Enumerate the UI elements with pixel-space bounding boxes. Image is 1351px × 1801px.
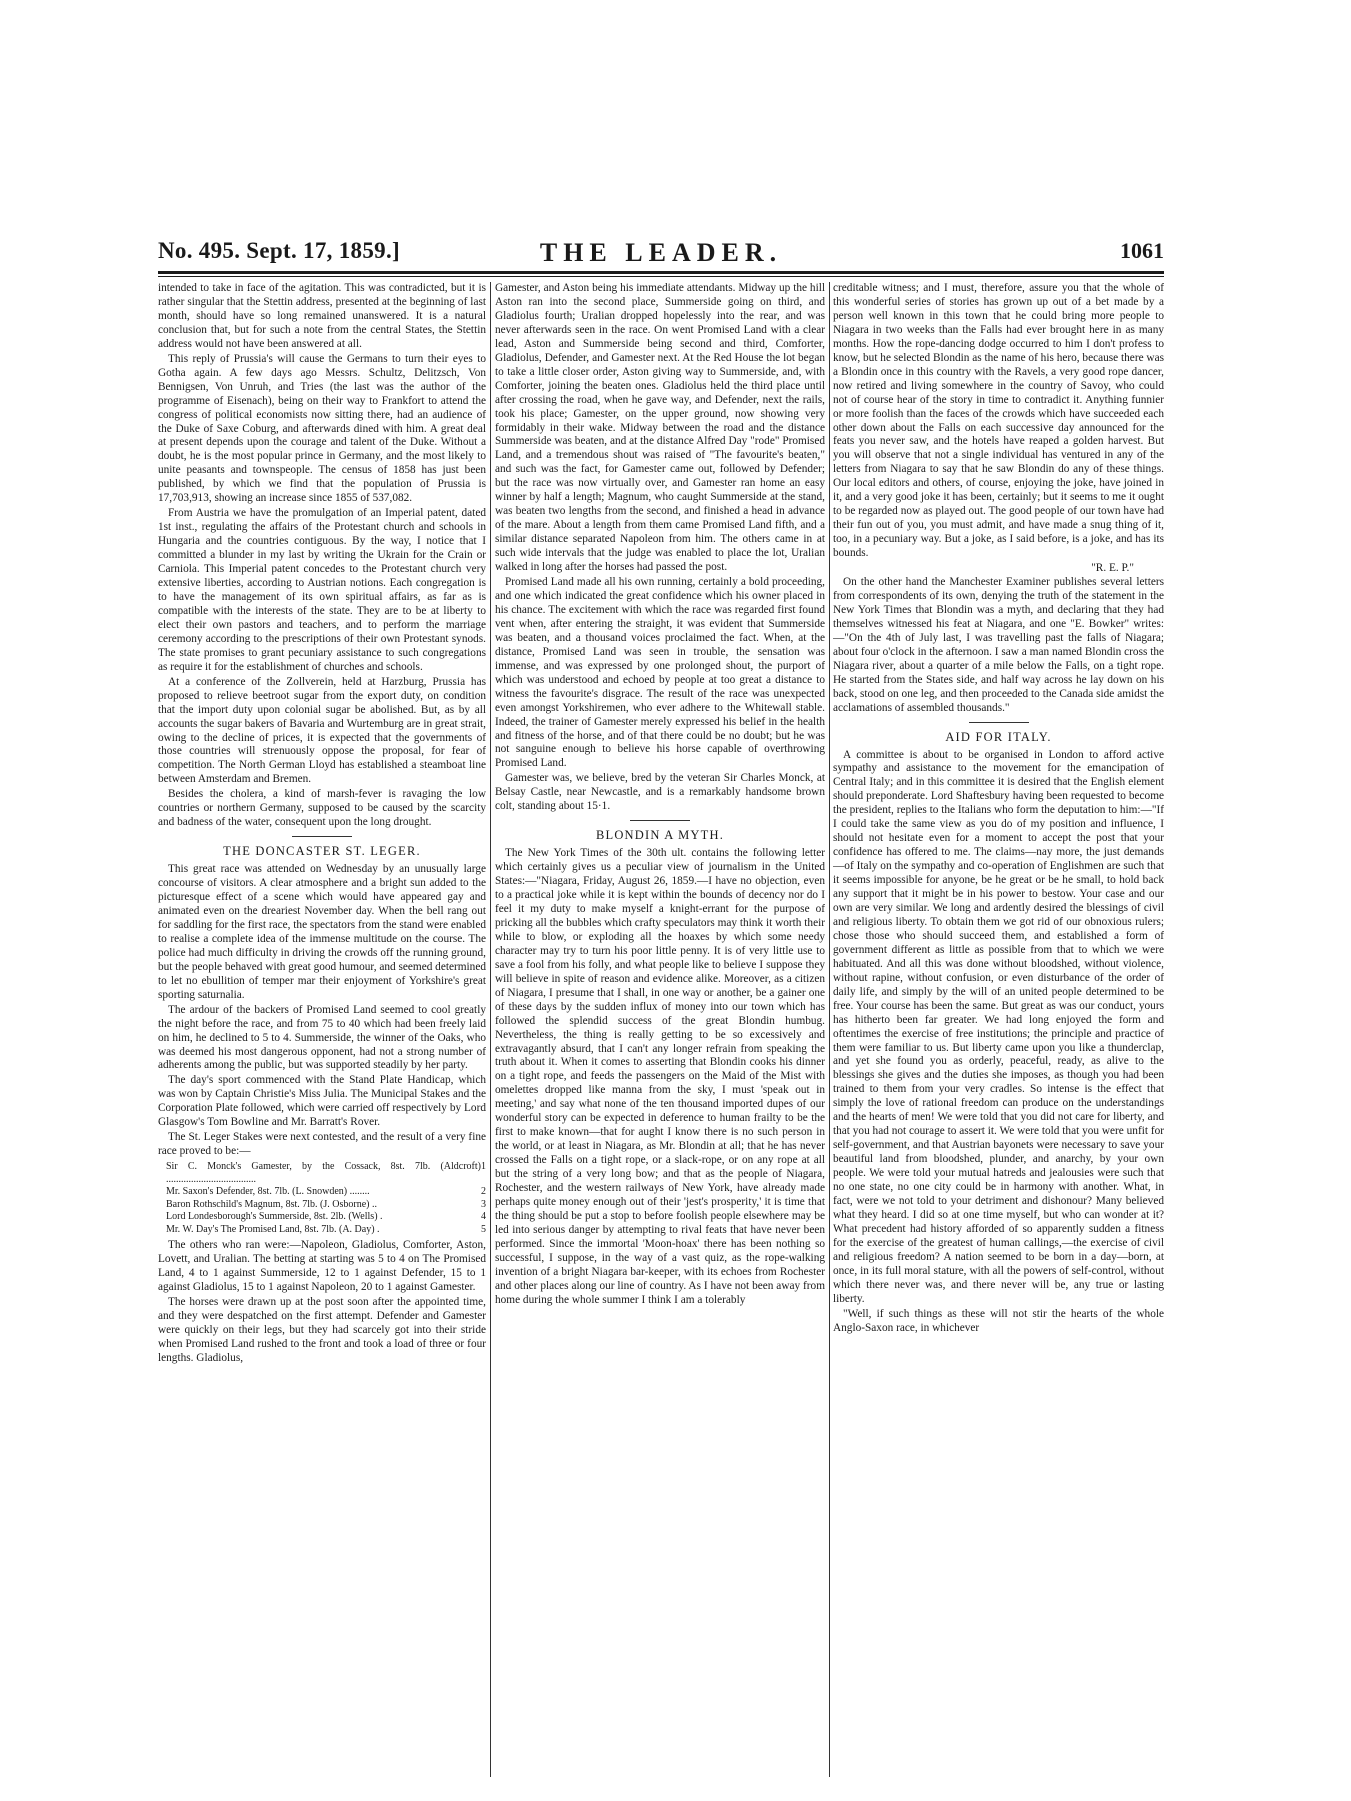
paragraph: The horses were drawn up at the post soon after the appointed time, and they were despatched on the first attempt. Defender and Gamester were quickly on their legs, but they had scarcely got into their stride when Promised Land rushed to the front and took a load of three or four lengths. Gladiolus, — [158, 1295, 486, 1364]
paragraph: The St. Leger Stakes were next contested, and the result of a very fine race proved to be:— — [158, 1131, 486, 1158]
section-rule — [630, 820, 690, 821]
masthead-rule-thin — [158, 276, 1164, 277]
masthead-rule — [158, 271, 1164, 274]
section-rule — [292, 836, 352, 837]
signature: "R. E. P." — [1091, 562, 1134, 575]
paragraph: intended to take in face of the agitation. This was contradicted, but it is rather singular that the Stettin address, presented at the beginning of last month, should have so long remained unanswered. It is a natural conclusion that, but for such a note from the central States, the Stettin address would not have been answered at all. — [158, 282, 486, 350]
section-rule — [969, 722, 1029, 723]
result-place: 4 — [481, 1211, 486, 1223]
result-place: 2 — [481, 1186, 486, 1198]
result-row — [166, 1199, 486, 1212]
paragraph: This great race was attended on Wednesday by an unusually large concourse of visitors. A clear atmosphere and a bright sun added to the picturesque effect of a scene which would have appeared gay and animated even on the dreariest November day. When the bell rang out for saddling for the first race, the spectators from the stand were enabled to realise a complete idea of the immense multitude on the course. The police had much difficulty in driving the crowds off the running ground, but the people behaved with great good humour, and seemed determined to let no ebullition of temper mar their enjoyment of Yorkshire's great sporting saturnalia. — [158, 863, 486, 1001]
paragraph: The others who ran were:—Napoleon, Gladiolus, Comforter, Aston, Lovett, and Uralian. The betting at starting was 5 to 4 on The Promised Land, 4 to 1 against Summerside, 12 to 1 against Defender, 15 to 1 against Gladiolus, 15 to 1 against Napoleon, 20 to 1 against Gamester. — [158, 1239, 486, 1293]
paragraph: This reply of Prussia's will cause the Germans to turn their eyes to Gotha again. A few days ago Messrs. Schultz, Delitzsch, Von Bennigsen, Von Unruh, and Tries (the last was the author of the programme of Eisenach), being on their way to Frankfort to attend the congress of political economists now sitting there, had an audience of the Duke of Saxe Coburg, and afterwards dined with him. A great deal at present depends upon the courage and talent of the Duke. Without a doubt, he is the most popular prince in Germany, and the most likely to unite peasants and townspeople. The census of 1858 has just been published, by which we find that the population of Prussia is 17,703,913, showing an increase since 1855 of 537,082. — [158, 352, 486, 505]
paragraph: Gamester was, we believe, bred by the veteran Sir Charles Monck, at Belsay Castle, near Newcastle, and is a remarkably handsome brown colt, standing about 15·1. — [495, 772, 825, 813]
paragraph: creditable witness; and I must, therefore, assure you that the whole of this wonderful series of stories has grown up out of a bet made by a person well known in this town that he could bring more people to Niagara in two weeks than the Falls had ever brought here in as many months. How the rope-dancing dodge occurred to him I don't profess to know, but he selected Blondin as the name of his hero, because there was a Blondin once in this country with the Ravels, a very good rope dancer, now retired and living somewhere in the country of Savoy, who could not of course hear of the story in time to contradict it. Anything funnier or more foolish than the faces of the crowds which have succeeded each other down about the Falls on each successive day announced for the feats you never saw, and the hotels have reaped a golden harvest. But you will observe that not a single individual has ventured in any of the letters from Niagara to say that he saw Blondin do any of these things. Our local editors and others, of course, enjoying the joke, have joined in it, and a very good joke it has been, certainly; but it seems to me it ought to be regarded now as played out. The good people of our town have had their fun out of you, you must admit, and have made a snug thing of it, too, in a pecuniary way. But a joke, as I said before, is a joke, and has its bounds. — [833, 282, 1164, 560]
result-row — [166, 1161, 486, 1186]
result-horse: Lord Londesborough's Summerside, 8st. 2lb. (Wells) . — [166, 1211, 383, 1223]
article-heading: AID FOR ITALY. — [945, 729, 1052, 744]
result-place: 3 — [481, 1198, 486, 1210]
paragraph: Promised Land made all his own running, certainly a bold proceeding, and one which indicated the great confidence which his owner placed in his chance. The excitement with which the race was regarded first found vent when, after entering the straight, it was evident that Summerside was beaten, and a thousand voices proclaimed the fact. When, at the distance, Promised Land was seen in trouble, the sensation was immense, and was expressed by one prolonged shout, the purport of which was understood and echoed by people at too great a distance to witness the favourite's disgrace. The result of the race was unexpected even amongst Yorkshiremen, who ever adhere to the Whitewall stable. Indeed, the trainer of Gamester merely expressed his belief in the health and fitness of the horse, and of that there could be no doubt; but he was not sanguine enough to believe his horse capable of overthrowing Promised Land. — [495, 576, 825, 770]
result-horse: Mr. W. Day's The Promised Land, 8st. 7lb. (A. Day) . — [166, 1223, 380, 1235]
paragraph: "Well, if such things as these will not stir the hearts of the whole Anglo-Saxon race, in whichever — [833, 1307, 1164, 1334]
paragraph: The ardour of the backers of Promised Land seemed to cool greatly the night before the race, and from 75 to 40 which had been freely laid on him, he declined to 5 to 4. Summerside, the winner of the Oaks, who was deemed his most dangerous opponent, had not a strong number of adherents among the public, but was supported steadily by her party. — [158, 1003, 486, 1072]
result-horse: Mr. Saxon's Defender, 8st. 7lb. (L. Snowden) ........ — [166, 1186, 370, 1198]
article-heading: BLONDIN A MYTH. — [595, 828, 725, 843]
paragraph: Gamester, and Aston being his immediate attendants. Midway up the hill Aston ran into the second place, Summerside going on third, and Gladiolus fourth; Uralian dropped hopelessly into the rear, and was never afterwards seen in the race. On went Promised Land with a clear lead, Aston and Summerside being second and third, Comforter, Gladiolus, Defender, and Gamester next. At the Red House the lot began to take a little closer order, Aston giving way to Summerside, and, with Comforter, joining the beaten ones. Gladiolus held the third place until after crossing the road, when he gave way, and Defender, next the rails, took his place; Gamester, on the upper ground, now showing very formidably in their wake. Midway between the road and the distance Summerside was beaten, and at the distance Alfred Day "rode" Promised Land, and a tremendous shout was raised of "The favourite's beaten," and such was the fact, for Gamester came out, followed by Defender; but the race was now virtually over, and Gamester ran home an easy winner by half a length; Magnum, who caught Summerside at the stand, was beaten two lengths from the second, and finished a head in advance of the mare. About a length from them came Promised Land fifth, and a similar distance separated Napoleon from him. The others came in at such wide intervals that the judge was enabled to place the lot, Uralian walked in long after the horses had passed the post. — [495, 282, 825, 574]
result-horse: Sir C. Monck's Gamester, by the Cossack, 8st. 7lb. (Aldcroft) .................................... — [166, 1161, 481, 1185]
result-place: 5 — [481, 1223, 486, 1235]
column-1 — [158, 282, 486, 1782]
newspaper-title: THE LEADER. — [539, 238, 783, 267]
result-row — [166, 1224, 486, 1237]
paragraph: Besides the cholera, a kind of marsh-fever is ravaging the low countries or northern Germany, supposed to be caused by the scarcity and badness of the water, consequent upon the long drought. — [158, 788, 486, 829]
column-3 — [833, 282, 1164, 1782]
column-divider — [490, 282, 491, 1777]
paragraph: From Austria we have the promulgation of an Imperial patent, dated 1st inst., regulating the affairs of the Protestant church and schools in Hungaria and the countries contiguous. By the way, I notice that I committed a blunder in my last by writing the Ukrain for the Crain or Carniola. This Imperial patent concedes to the Protestant church very extensive liberties, according to Austrian notions. Each congregation is to have the management of its own spiritual affairs, as far as is compatible with the interests of the state. They are to be at liberty to elect their own pastors and teachers, and to perform the marriage ceremony according to the prescriptions of their own Protestant synods. The state promises to grant pecuniary assistance to such congregations as require it for the establishment of churches and schools. — [158, 507, 486, 673]
race-results — [166, 1161, 486, 1236]
masthead — [158, 238, 1164, 268]
column-2 — [495, 282, 825, 1782]
paragraph: The New York Times of the 30th ult. contains the following letter which certainly gives us a peculiar view of journalism in the United States:—"Niagara, Friday, August 26, 1859.—I have no objection, even to a practical joke while it is kept within the bounds of decency nor do I feel it my duty to make myself a knight-errant for the purpose of pricking all the bubbles which crafty speculators may think it worth their while to blow, or exploding all the hoaxes by which some needy character may try to turn his poor little penny. It is of very little use to save a fool from his folly, and what people like to believe I suppose they will believe in spite of reason and evidence alike. Moreover, as a citizen of Niagara, I presume that I shall, in one way or another, be a gainer one of these days by the sudden influx of money into our town which has followed the splendid success of the great Blondin humbug. Nevertheless, the thing is really getting to be so excessively and extravagantly absurd, that I can't any longer refrain from speaking the truth about it. When it comes to asserting that Blondin cooks his dinner on a tight rope, and feeds the passengers on the Maid of the Mist with omelettes dropped like manna from the sky, I must 'speak out in meeting,' and say what none of the ten thousand imported dupes of our wonderful story can be expected in deference to human frailty to be the first to make known—that for aught I know there is no such person in the world, or at least in Niagara, as Mr. Blondin at all; that he has never crossed the Falls on a tight rope, or a slack-rope, or on any rope at all but the string of a very long bow; and that as the people of Niagara, Rochester, and the western railways of New York, have already made perhaps quite money enough out of their 'jest's prosperity,' it is time that the thing should be put a stop to before foolish people elsewhere may be led into serious danger by attempting to rival feats that have never been performed. Since the immortal 'Moon-hoax' there has been nothing so successful, I suppose, in the way of a vast quiz, as the rope-walking invention of a bright Niagara bar-keeper, with its echoes from Rochester and other places along our line of country. As I have not been away from home during the whole summer I think I am a tolerably — [495, 847, 825, 1306]
page-number: 1061 — [1120, 238, 1164, 263]
result-place: 1 — [481, 1161, 486, 1173]
column-divider — [829, 282, 830, 1777]
paragraph: The day's sport commenced with the Stand Plate Handicap, which was won by Captain Christie's Miss Julia. The Municipal Stakes and the Corporation Plate followed, which were carried off respectively by Lord Glasgow's Tom Bowline and Mr. Barratt's Rover. — [158, 1074, 486, 1129]
result-horse: Baron Rothschild's Magnum, 8st. 7lb. (J. Osborne) .. — [166, 1198, 377, 1210]
result-row — [166, 1211, 486, 1224]
article-heading: THE DONCASTER ST. LEGER. — [223, 844, 421, 859]
issue-date: No. 495. Sept. 17, 1859.] — [158, 238, 400, 263]
result-row — [166, 1186, 486, 1199]
paragraph: On the other hand the Manchester Examiner publishes several letters from correspondents of its own, denying the truth of the statement in the New York Times that Blondin was a myth, and declaring that they had themselves witnessed his feat at Niagara, and one "E. Bowker" writes:—"On the 4th of July last, I was travelling past the falls of Niagara; about four o'clock in the afternoon. I saw a man named Blondin cross the Niagara river, about a quarter of a mile below the Falls, on a tight rope. He started from the States side, and half way across he lay down on his back, stood on one leg, and then proceeded to the Canada side amidst the acclamations of assembled thousands." — [833, 576, 1164, 714]
paragraph: At a conference of the Zollverein, held at Harzburg, Prussia has proposed to relieve beetroot sugar from the export duty, on condition that the import duty upon colonial sugar be abolished. But, as by all accounts the sugar bakers of Bavaria and Wurtemburg are in great strait, owing to the decline of prices, it is expected that the governments of those countries will strenuously oppose the proposal, for fear of competition. The North German Lloyd has established a steamboat line between Amsterdam and Bremen. — [158, 675, 486, 786]
paragraph: A committee is about to be organised in London to afford active sympathy and assistance to the movement for the emancipation of Central Italy; and in this committee it is desired that the English element should preponderate. Lord Shaftesbury having been requested to become the president, replies to the Italians who form the deputation to him:—"If I could take the same view as you do of my position and influence, I should not hesitate even for a moment to accept the post that your confidence has offered to me. The claims—nay more, the just demands—of Italy on the sympathy and co-operation of Englishmen are such that it seems impossible for anyone, be he great or be he small, to hold back any support that it might be in his power to bestow. Your case and our own are very similar. We long and ardently desired the blessings of civil and religious liberty. To obtain them we got rid of our obnoxious rulers; chose those who should succeed them, and established a form of government different as little as possible from that to which we were habituated. And all this was done without bloodshed, without violence, without rapine, without confusion, or even disturbance of the order of daily life, and simply by the will of an united people determined to be free. Your course has been the same. But great as was our conduct, yours has hitherto been far greater. We had long enjoyed the form and oftentimes the exercise of free institutions; the principle and practice of them were familiar to us. But liberty came upon you like a thunderclap, and yet she found you as orderly, peaceful, ready, as alive to the blessings she gives and the duties she imposes, as though you had been trained to them from your very cradles. So intense is the effect that simply the love of rational freedom can produce on the understandings and the hearts of men! We were told that you did not care for liberty, and that you had not courage to assert it. We were told that you were unfit for self-government, and that Austrian bayonets were necessary to save your beautiful land from bloodshed, plunder, and anarchy, by your own people. We were told your mutual hatreds and jealousies were such that no one state, no one city could be in harmony with another. What, in fact, were we not told to your detriment and dishonour? Many believed what they heard. I did so at one time myself, but who can wonder at it? What precedent had history afforded of so apparently sudden a fitness for the exercise of the greatest of human callings,—the exercise of civil and religious freedom? A nation seemed to be born in a day—born, at once, in its full moral stature, with all the powers of self-control, without which there never was, and there never will be, any true or lasting liberty. — [833, 748, 1164, 1305]
